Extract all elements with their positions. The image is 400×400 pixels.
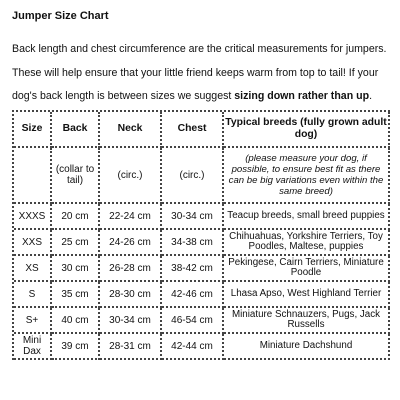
cell-neck: 26-28 cm (100, 256, 162, 282)
header-neck: Neck (100, 112, 162, 148)
header-size: Size (14, 112, 52, 148)
cell-neck: 28-31 cm (100, 334, 162, 360)
cell-chest: 30-34 cm (162, 204, 224, 230)
intro-line-3 (12, 89, 372, 103)
intro-line-1: Back length and chest circumference are the critical measurements for jumpers. (12, 43, 387, 55)
header-row (14, 112, 390, 148)
subheader-back: (collar to tail) (52, 148, 100, 204)
cell-breeds: Chihuahuas, Yorkshire Terriers, Toy Poodles, Maltese, puppies (224, 230, 390, 256)
cell-chest: 42-44 cm (162, 334, 224, 360)
cell-breeds: Miniature Schnauzers, Pugs, Jack Russells (224, 308, 390, 334)
cell-breeds: Pekingese, Cairn Terriers, Miniature Poodle (224, 256, 390, 282)
cell-size: S (14, 282, 52, 308)
subheader-neck: (circ.) (100, 148, 162, 204)
cell-back: 25 cm (52, 230, 100, 256)
cell-chest: 38-42 cm (162, 256, 224, 282)
cell-size: XXXS (14, 204, 52, 230)
cell-breeds: Teacup breeds, small breed puppies (224, 204, 390, 230)
table-row (14, 334, 390, 360)
cell-back: 39 cm (52, 334, 100, 360)
cell-neck: 24-26 cm (100, 230, 162, 256)
cell-back: 35 cm (52, 282, 100, 308)
size-chart-table (12, 110, 390, 360)
cell-breeds: Miniature Dachshund (224, 334, 390, 360)
cell-size: XXS (14, 230, 52, 256)
intro-emphasis: sizing down rather than up (234, 90, 370, 102)
subheader-row (14, 148, 390, 204)
table-row (14, 256, 390, 282)
subheader-size (14, 148, 52, 204)
page-title: Jumper Size Chart (12, 10, 109, 22)
cell-back: 30 cm (52, 256, 100, 282)
cell-size: Mini Dax (14, 334, 52, 360)
table-row (14, 308, 390, 334)
cell-chest: 46-54 cm (162, 308, 224, 334)
table-row (14, 204, 390, 230)
cell-size: XS (14, 256, 52, 282)
cell-back: 40 cm (52, 308, 100, 334)
cell-neck: 22-24 cm (100, 204, 162, 230)
cell-breeds: Lhasa Apso, West Highland Terrier (224, 282, 390, 308)
cell-back: 20 cm (52, 204, 100, 230)
table-row (14, 230, 390, 256)
table-row (14, 282, 390, 308)
intro-line-3-end: . (369, 90, 373, 102)
header-back: Back (52, 112, 100, 148)
cell-neck: 28-30 cm (100, 282, 162, 308)
header-breeds: Typical breeds (fully grown adult dog) (224, 112, 390, 148)
cell-size: S+ (14, 308, 52, 334)
cell-chest: 34-38 cm (162, 230, 224, 256)
header-chest: Chest (162, 112, 224, 148)
cell-neck: 30-34 cm (100, 308, 162, 334)
intro-line-3-text: dog's back length is between sizes we suggest (12, 90, 235, 102)
intro-line-2: These will help ensure that your little friend keeps warm from top to tail! If your (12, 67, 379, 79)
subheader-breeds-note: (please measure your dog, if possible, to ensure best fit as there can be big variations even within the same breed) (224, 148, 390, 204)
subheader-chest: (circ.) (162, 148, 224, 204)
cell-chest: 42-46 cm (162, 282, 224, 308)
